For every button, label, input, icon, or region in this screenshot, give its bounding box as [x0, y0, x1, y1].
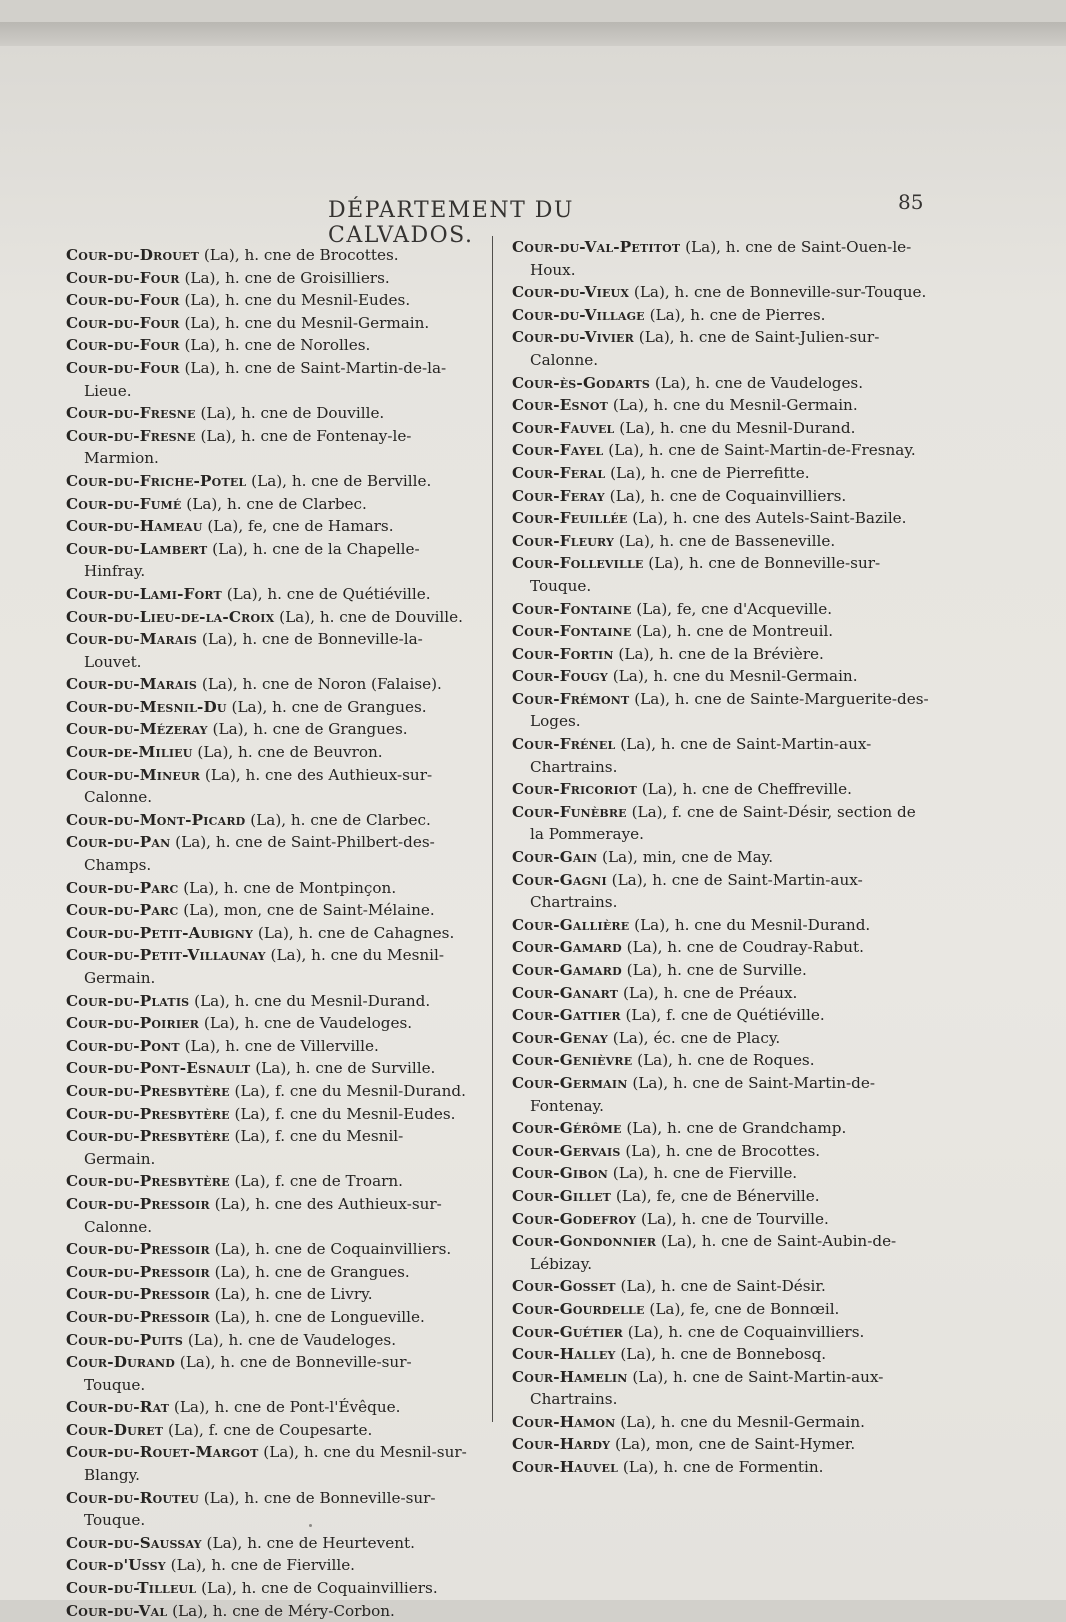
- entry-headword: Cour-du-Fresne: [66, 426, 196, 445]
- entry-headword: Cour-du-Pont: [66, 1036, 180, 1055]
- gazetteer-entry: [512, 733, 932, 778]
- gazetteer-entry: [66, 312, 472, 335]
- entry-headword: Cour-Gosset: [512, 1277, 616, 1296]
- right-column: [512, 236, 932, 1479]
- entry-description: (La), h. cne du Mesnil-Eudes.: [179, 291, 411, 310]
- entry-headword: Cour-du-Vieux: [512, 283, 630, 302]
- entry-headword: Cour-Frénel: [512, 735, 616, 754]
- gazetteer-entry: [512, 1275, 932, 1298]
- gazetteer-entry: [66, 809, 472, 832]
- entry-headword: Cour-du-Rouet-Margot: [66, 1443, 259, 1462]
- paper-speck: [309, 1524, 312, 1527]
- entry-description: (La), h. cne de Préaux.: [618, 983, 798, 1002]
- entry-headword: Cour-Gain: [512, 848, 598, 867]
- entry-description: (La), f. cne de Troarn.: [229, 1172, 403, 1191]
- gazetteer-entry: [512, 1456, 932, 1479]
- gazetteer-entry: [512, 643, 932, 666]
- entry-headword: Cour-du-Presbytère: [66, 1172, 230, 1191]
- entry-description: (La), h. cne de Douville.: [274, 607, 463, 626]
- entry-headword: Cour-Gondonnier: [512, 1232, 657, 1251]
- running-header-title: DÉPARTEMENT DU CALVADOS.: [328, 198, 574, 248]
- gazetteer-entry: [512, 1208, 932, 1231]
- gazetteer-entry: [512, 530, 932, 553]
- gazetteer-entry: [512, 846, 932, 869]
- entry-description: (La), h. cne de Saint-Julien-sur-Calonne.: [530, 328, 880, 369]
- entry-headword: Cour-Fleury: [512, 531, 615, 550]
- gazetteer-entry: [66, 1600, 472, 1622]
- page-top-edge: [0, 22, 1066, 46]
- gazetteer-entry: [512, 1185, 932, 1208]
- entry-description: (La), h. cne du Mesnil-Durand.: [614, 418, 856, 437]
- gazetteer-entry: [66, 606, 472, 629]
- entry-description: (La), f. cne de Saint-Désir, section de la Pommeraye.: [530, 802, 916, 844]
- entry-headword: Cour-du-Tilleul: [66, 1579, 197, 1598]
- entry-description: (La), h. cne de Méry-Corbon.: [167, 1601, 395, 1620]
- entry-description: (La), éc. cne de Placy.: [607, 1028, 781, 1047]
- entry-headword: Cour-du-Village: [512, 305, 645, 324]
- gazetteer-entry: [512, 778, 932, 801]
- entry-headword: Cour-Gibon: [512, 1164, 608, 1183]
- entry-headword: Cour-du-Poirier: [66, 1014, 200, 1033]
- entry-headword: Cour-Feral: [512, 463, 606, 482]
- entry-headword: Cour-Fontaine: [512, 599, 632, 618]
- entry-description: (La), h. cne du Mesnil-Germain.: [84, 946, 444, 987]
- entry-description: (La), h. cne de Norolles.: [179, 336, 371, 355]
- entry-headword: Cour-du-Val-Petitot: [512, 238, 681, 256]
- entry-description: (La), f. cne du Mesnil-Eudes.: [229, 1104, 456, 1123]
- entry-headword: Cour-Folleville: [512, 554, 644, 573]
- entry-description: (La), h. cne de Montpinçon.: [178, 878, 397, 897]
- entry-headword: Cour-Feuillée: [512, 509, 628, 528]
- entry-headword: Cour-du-Pressoir: [66, 1194, 210, 1213]
- gazetteer-entry: [66, 673, 472, 696]
- entry-headword: Cour-du-Fumé: [66, 494, 182, 513]
- gazetteer-entry: [512, 1230, 932, 1275]
- entry-description: (La), h. cne de Brocottes.: [620, 1141, 821, 1160]
- entry-description: (La), h. cne de Noron (Falaise).: [197, 675, 442, 694]
- entry-description: (La), h. cne de Quétiéville.: [221, 584, 431, 603]
- entry-description: (La), h. cne du Mesnil-Durand.: [189, 991, 431, 1010]
- gazetteer-entry: [66, 1057, 472, 1080]
- entry-description: (La), h. cne de Saint-Philbert-des-Champs.: [84, 833, 435, 875]
- gazetteer-entry: [66, 538, 472, 583]
- entry-description: (La), fe, cne de Hamars.: [202, 517, 394, 536]
- entry-description: (La), h. cne de Montreuil.: [631, 622, 834, 641]
- entry-headword: Cour-Gamard: [512, 938, 622, 957]
- entry-description: (La), h. cne du Mesnil-Germain.: [607, 667, 858, 686]
- gazetteer-entry: [66, 944, 472, 989]
- gazetteer-entry: [66, 1193, 472, 1238]
- entry-description: (La), h. cne de Douville.: [195, 404, 385, 423]
- entry-headword: Cour-Genay: [512, 1028, 608, 1047]
- entry-headword: Cour-du-Parc: [66, 901, 179, 920]
- gazetteer-entry: [512, 1321, 932, 1344]
- entry-headword: Cour-du-Four: [66, 313, 180, 332]
- entry-headword: Cour-du-Marais: [66, 630, 198, 649]
- entry-headword: Cour-du-Mézeray: [66, 720, 208, 739]
- gazetteer-entry: [66, 1306, 472, 1329]
- entry-headword: Cour-du-Presbytère: [66, 1104, 230, 1123]
- entry-description: (La), h. cne de Saint-Martin-de-Fresnay.: [603, 441, 916, 460]
- gazetteer-entry: [512, 394, 932, 417]
- gazetteer-entry: [66, 1351, 472, 1396]
- gazetteer-entry: [512, 1049, 932, 1072]
- entry-headword: Cour-du-Puits: [66, 1330, 184, 1349]
- entry-description: (La), h. cne de Saint-Martin-de-la-Lieue.: [84, 358, 447, 400]
- entry-description: (La), h. cne de Saint-Martin-aux-Chartrains.: [530, 870, 863, 912]
- entry-description: (La), h. cne de Longueville.: [209, 1307, 425, 1326]
- gazetteer-entry: [512, 236, 932, 281]
- entry-description: (La), h. cne de Bonneville-sur-Touque.: [84, 1488, 436, 1530]
- entry-headword: Cour-Funèbre: [512, 802, 627, 821]
- entry-description: (La), f. cne de Quétiéville.: [620, 1006, 825, 1025]
- entry-description: (La), h. cne de Bonneville-sur-Touque.: [84, 1353, 412, 1394]
- gazetteer-entry: [66, 493, 472, 516]
- gazetteer-entry: [512, 1004, 932, 1027]
- gazetteer-entry: [512, 372, 932, 395]
- gazetteer-entry: [512, 281, 932, 304]
- entry-headword: Cour-Duret: [66, 1420, 164, 1439]
- entry-description: (La), h. cne de Saint-Ouen-le-Houx.: [530, 238, 912, 279]
- entry-headword: Cour-Genièvre: [512, 1051, 633, 1070]
- entry-description: (La), h. cne de Heurtevent.: [201, 1533, 415, 1552]
- entry-headword: Cour-Fougy: [512, 667, 608, 686]
- entry-headword: Cour-du-Pressoir: [66, 1307, 210, 1326]
- entry-description: (La), h. cne de Grangues.: [226, 697, 427, 716]
- entry-headword: Cour-du-Petit-Villaunay: [66, 946, 266, 965]
- gazetteer-entry: [512, 1343, 932, 1366]
- gazetteer-entry: [66, 831, 472, 876]
- entry-headword: Cour-du-Routeu: [66, 1488, 199, 1507]
- gazetteer-entry: [66, 1441, 472, 1486]
- gazetteer-entry: [66, 1125, 472, 1170]
- gazetteer-entry: [512, 801, 932, 846]
- entry-description: (La), h. cne du Mesnil-sur-Blangy.: [84, 1443, 467, 1485]
- entry-headword: Cour-du-Platis: [66, 991, 190, 1010]
- entry-headword: Cour-du-Pan: [66, 833, 171, 852]
- entry-headword: Cour-du-Pressoir: [66, 1240, 210, 1259]
- entry-headword: Cour-Guétier: [512, 1322, 623, 1341]
- entry-description: (La), h. cne de Bonneville-la-Louvet.: [84, 630, 423, 671]
- entry-headword: Cour-Gallière: [512, 915, 630, 934]
- entry-headword: Cour-Germain: [512, 1073, 628, 1092]
- entry-description: (La), h. cne de Villerville.: [179, 1036, 379, 1055]
- entry-description: (La), h. cne de Fontenay-le-Marmion.: [84, 426, 412, 468]
- entry-description: (La), h. cne de Bonneville-sur-Touque.: [629, 283, 927, 302]
- gazetteer-entry: [512, 914, 932, 937]
- gazetteer-entry: [512, 869, 932, 914]
- entry-headword: Cour-Feray: [512, 486, 605, 505]
- gazetteer-entry: [66, 1577, 472, 1600]
- entry-description: (La), h. cne de la Chapelle-Hinfray.: [84, 539, 420, 581]
- gazetteer-entry: [66, 1396, 472, 1419]
- entry-description: (La), fe, cne de Bénerville.: [611, 1186, 820, 1205]
- entry-description: (La), h. cne de Saint-Aubin-de-Lébizay.: [530, 1232, 897, 1273]
- entry-headword: Cour-du-Four: [66, 358, 180, 377]
- gazetteer-entry: [66, 628, 472, 673]
- entry-headword: Cour-du-Mont-Picard: [66, 810, 246, 829]
- gazetteer-entry: [66, 1012, 472, 1035]
- entry-headword: Cour-du-Presbytère: [66, 1081, 230, 1100]
- entry-headword: Cour-Fortin: [512, 644, 614, 663]
- entry-headword: Cour-Hamelin: [512, 1367, 628, 1386]
- entry-description: (La), h. cne de Bonnebosq.: [615, 1345, 827, 1364]
- entry-headword: Cour-Godefroy: [512, 1209, 637, 1228]
- entry-headword: Cour-du-Friche-Potel: [66, 471, 247, 490]
- gazetteer-entry: [66, 1035, 472, 1058]
- entry-description: (La), h. cne de Grangues.: [207, 720, 408, 739]
- gazetteer-entry: [66, 877, 472, 900]
- gazetteer-entry: [66, 764, 472, 809]
- entry-description: (La), h. cne de Coquainvilliers.: [622, 1322, 865, 1341]
- gazetteer-entry: [66, 1554, 472, 1577]
- entry-headword: Cour-Fricoriot: [512, 780, 637, 799]
- entry-headword: Cour-du-Fresne: [66, 404, 196, 423]
- gazetteer-entry: [66, 1170, 472, 1193]
- gazetteer-entry: [512, 959, 932, 982]
- gazetteer-entry: [512, 936, 932, 959]
- entry-headword: Cour-du-Four: [66, 336, 180, 355]
- gazetteer-entry: [66, 1532, 472, 1555]
- entry-description: (La), h. cne de Fierville.: [165, 1556, 356, 1575]
- gazetteer-entry: [66, 1329, 472, 1352]
- entry-headword: Cour-Hardy: [512, 1435, 611, 1454]
- entry-description: (La), h. cne de la Brévière.: [613, 644, 824, 663]
- entry-headword: Cour-du-Saussay: [66, 1533, 202, 1552]
- entry-description: (La), h. cne de Livry.: [209, 1285, 373, 1304]
- entry-headword: Cour-Durand: [66, 1353, 175, 1372]
- entry-headword: Cour-Ganart: [512, 983, 619, 1002]
- entry-headword: Cour-du-Pressoir: [66, 1262, 210, 1281]
- entry-description: (La), mon, cne de Saint-Hymer.: [610, 1435, 856, 1454]
- gazetteer-entry: [66, 402, 472, 425]
- gazetteer-entry: [512, 1072, 932, 1117]
- entry-description: (La), h. cne des Authieux-sur-Calonne.: [84, 1194, 442, 1236]
- entry-description: (La), mon, cne de Saint-Mélaine.: [178, 901, 435, 920]
- gazetteer-entry: [512, 688, 932, 733]
- entry-headword: Cour-du-Drouet: [66, 246, 199, 264]
- gazetteer-entry: [512, 1162, 932, 1185]
- gazetteer-entry: [66, 244, 472, 267]
- gazetteer-entry: [512, 326, 932, 371]
- entry-headword: Cour-Gervais: [512, 1141, 621, 1160]
- entry-description: (La), h. cne de Saint-Désir.: [615, 1277, 826, 1296]
- gazetteer-entry: [512, 982, 932, 1005]
- entry-headword: Cour-du-Pressoir: [66, 1285, 210, 1304]
- gazetteer-entry: [66, 334, 472, 357]
- entry-headword: Cour-du-Mesnil-Du: [66, 697, 227, 716]
- gazetteer-entry: [66, 990, 472, 1013]
- entry-headword: Cour-Esnot: [512, 396, 609, 415]
- entry-headword: Cour-du-Vivier: [512, 328, 634, 347]
- entry-description: (La), h. cne de Cheffreville.: [636, 780, 852, 799]
- gazetteer-entry: [512, 1298, 932, 1321]
- gazetteer-entry: [512, 552, 932, 597]
- entry-description: (La), h. cne de Surville.: [621, 961, 807, 979]
- gazetteer-entry: [512, 1027, 932, 1050]
- entry-description: (La), h. cne de Pierres.: [644, 305, 826, 324]
- gazetteer-entry: [66, 425, 472, 470]
- entry-description: (La), h. cne de Brocottes.: [199, 246, 399, 264]
- page-number: 85: [898, 190, 924, 214]
- entry-description: (La), h. cne de Saint-Martin-aux-Chartrains.: [530, 735, 872, 776]
- entry-headword: Cour-du-Four: [66, 291, 180, 310]
- entry-description: (La), h. cne de Formentin.: [618, 1458, 824, 1477]
- entry-description: (La), h. cne de Saint-Martin-de-Fontenay.: [530, 1073, 875, 1115]
- entry-headword: Cour-du-Lami-Fort: [66, 584, 222, 603]
- entry-description: (La), f. cne du Mesnil-Durand.: [229, 1081, 466, 1100]
- gazetteer-entry: [512, 620, 932, 643]
- gazetteer-entry: [512, 439, 932, 462]
- gazetteer-entry: [512, 1366, 932, 1411]
- entry-description: (La), h. cne de Coquainvilliers.: [196, 1579, 438, 1598]
- gazetteer-entry: [66, 741, 472, 764]
- entry-description: (La), h. cne du Mesnil-Durand.: [629, 915, 871, 934]
- entry-headword: Cour-Fontaine: [512, 622, 632, 641]
- gazetteer-entry: [66, 1238, 472, 1261]
- column-divider: [492, 236, 493, 1422]
- entry-description: (La), h. cne de Berville.: [246, 471, 432, 490]
- entry-headword: Cour-d'Ussy: [66, 1556, 166, 1575]
- gazetteer-entry: [512, 485, 932, 508]
- entry-description: (La), h. cne de Vaudeloges.: [199, 1014, 413, 1033]
- entry-description: (La), h. cne de Groisilliers.: [179, 268, 390, 287]
- entry-headword: Cour-du-Lambert: [66, 539, 208, 558]
- entry-headword: Cour-du-Pont-Esnault: [66, 1059, 251, 1078]
- gazetteer-entry: [66, 1080, 472, 1103]
- entry-description: (La), h. cne de Pont-l'Évêque.: [169, 1398, 401, 1417]
- entry-description: (La), h. cne de Clarbec.: [245, 810, 431, 829]
- entry-description: (La), h. cne de Vaudeloges.: [650, 373, 864, 392]
- entry-description: (La), h. cne de Tourville.: [636, 1209, 829, 1228]
- entry-headword: Cour-du-Val: [66, 1601, 168, 1620]
- entry-description: (La), h. cne de Beuvron.: [192, 743, 383, 762]
- entry-description: (La), h. cne de Clarbec.: [181, 494, 367, 513]
- entry-headword: Cour-du-Four: [66, 268, 180, 287]
- entry-description: (La), h. cne de Roques.: [632, 1051, 815, 1070]
- entry-headword: Cour-Gamard: [512, 961, 622, 979]
- gazetteer-entry: [66, 1419, 472, 1442]
- gazetteer-entry: [66, 696, 472, 719]
- entry-headword: Cour-du-Parc: [66, 878, 179, 897]
- gazetteer-entry: [66, 470, 472, 493]
- entry-description: (La), h. cne de Coudray-Rabut.: [621, 938, 864, 957]
- gazetteer-entry: [512, 462, 932, 485]
- entry-description: (La), h. cne de Bonneville-sur-Touque.: [530, 554, 881, 595]
- entry-description: (La), fe, cne de Bonnœil.: [644, 1299, 840, 1318]
- gazetteer-entry: [512, 1433, 932, 1456]
- gazetteer-entry: [66, 515, 472, 538]
- entry-headword: Cour-Hauvel: [512, 1458, 619, 1477]
- entry-headword: Cour-Fauvel: [512, 418, 615, 437]
- left-column: [66, 244, 472, 1622]
- entry-description: (La), h. cne de Coquainvilliers.: [209, 1240, 452, 1259]
- entry-headword: Cour-Fayel: [512, 441, 604, 460]
- entry-headword: Cour-de-Milieu: [66, 743, 193, 762]
- entry-headword: Cour-Hamon: [512, 1412, 616, 1431]
- entry-description: (La), f. cne du Mesnil-Germain.: [84, 1127, 404, 1168]
- entry-headword: Cour-du-Lieu-de-la-Croix: [66, 607, 275, 626]
- gazetteer-entry: [512, 1411, 932, 1434]
- entry-description: (La), f. cne de Coupesarte.: [163, 1420, 373, 1439]
- entry-headword: Cour-Gagni: [512, 870, 607, 889]
- entry-description: (La), h. cne des Autels-Saint-Bazile.: [627, 509, 907, 528]
- gazetteer-entry: [66, 1283, 472, 1306]
- entry-description: (La), h. cne de Fierville.: [607, 1164, 798, 1183]
- entry-description: (La), h. cne de Saint-Martin-aux-Chartrains.: [530, 1367, 884, 1409]
- entry-headword: Cour-Gattier: [512, 1006, 621, 1025]
- gazetteer-entry: [66, 583, 472, 606]
- gazetteer-entry: [66, 899, 472, 922]
- gazetteer-entry: [66, 267, 472, 290]
- entry-headword: Cour-du-Presbytère: [66, 1127, 230, 1146]
- gazetteer-entry: [512, 1140, 932, 1163]
- entry-description: (La), h. cne du Mesnil-Germain.: [608, 396, 858, 415]
- entry-description: (La), fe, cne d'Acqueville.: [631, 599, 833, 618]
- entry-headword: Cour-ès-Godarts: [512, 373, 651, 392]
- gazetteer-entry: [512, 598, 932, 621]
- entry-description: (La), min, cne de May.: [597, 848, 774, 867]
- gazetteer-entry: [66, 718, 472, 741]
- gazetteer-entry: [512, 1117, 932, 1140]
- gazetteer-entry: [66, 922, 472, 945]
- gazetteer-entry: [66, 1103, 472, 1126]
- entry-headword: Cour-du-Petit-Aubigny: [66, 923, 254, 942]
- entry-description: (La), h. cne de Surville.: [250, 1059, 436, 1078]
- gazetteer-entry: [512, 507, 932, 530]
- entry-description: (La), h. cne de Vaudeloges.: [183, 1330, 397, 1349]
- entry-description: (La), h. cne de Cahagnes.: [253, 923, 455, 942]
- entry-headword: Cour-Frémont: [512, 689, 630, 708]
- entry-headword: Cour-Gillet: [512, 1186, 612, 1205]
- gazetteer-entry: [66, 357, 472, 402]
- gazetteer-entry: [512, 417, 932, 440]
- entry-headword: Cour-Gérôme: [512, 1119, 622, 1138]
- entry-headword: Cour-du-Marais: [66, 675, 198, 694]
- gazetteer-entry: [66, 1487, 472, 1532]
- entry-description: (La), h. cne de Pierrefitte.: [605, 463, 810, 482]
- entry-headword: Cour-Gourdelle: [512, 1299, 645, 1318]
- entry-description: (La), h. cne de Grangues.: [209, 1262, 410, 1281]
- entry-headword: Cour-du-Rat: [66, 1398, 170, 1417]
- gazetteer-entry: [66, 1261, 472, 1284]
- entry-description: (La), h. cne de Coquainvilliers.: [604, 486, 847, 505]
- entry-description: (La), h. cne du Mesnil-Germain.: [179, 313, 430, 332]
- gazetteer-entry: [512, 665, 932, 688]
- gazetteer-entry: [66, 289, 472, 312]
- entry-headword: Cour-Halley: [512, 1345, 616, 1364]
- entry-description: (La), h. cne des Authieux-sur-Calonne.: [84, 765, 433, 807]
- entry-description: (La), h. cne de Grandchamp.: [621, 1119, 847, 1138]
- entry-headword: Cour-du-Mineur: [66, 765, 201, 784]
- entry-description: (La), h. cne de Basseneville.: [614, 531, 836, 550]
- entry-description: (La), h. cne de Sainte-Marguerite-des-Loges.: [530, 689, 929, 731]
- entry-headword: Cour-du-Hameau: [66, 517, 203, 536]
- gazetteer-entry: [512, 304, 932, 327]
- entry-description: (La), h. cne du Mesnil-Germain.: [615, 1412, 866, 1431]
